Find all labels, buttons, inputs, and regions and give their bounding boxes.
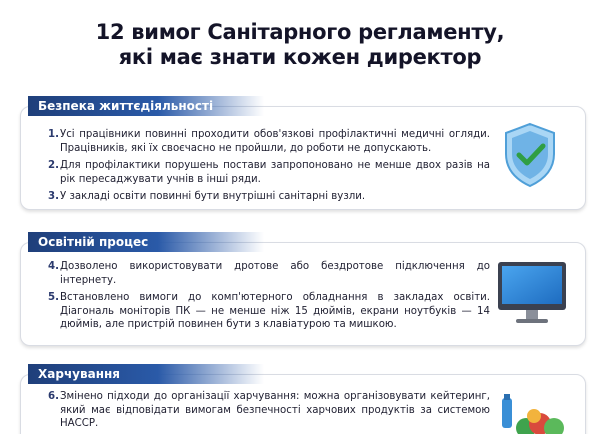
title-line-2: які має знати кожен директор xyxy=(118,45,482,69)
item-list xyxy=(50,128,490,208)
section-header: Харчування xyxy=(28,364,264,384)
title-line-1: 12 вимог Санітарного регламенту, xyxy=(95,20,505,44)
monitor-icon xyxy=(496,260,568,326)
list-item: 2. Для профілактики порушень постави запропоновано не менше двох разів на рік пересаджувати учнів в інші ряди. xyxy=(48,160,490,185)
section-education xyxy=(20,232,586,350)
page-title xyxy=(0,20,600,70)
section-safety xyxy=(20,96,586,216)
section-header: Освітній процес xyxy=(28,232,264,252)
list-item: 5. Встановлено вимоги до комп'ютерного обладнання в закладах освіти. Діагональ моніторів ПК — не менше ніж 15 дюймів, екрани ноутбуків — 14 дюймів, але пристрій повинен бути з клавіатурою та мишкою. xyxy=(48,292,490,330)
item-list xyxy=(50,260,490,336)
list-item: 6. Змінено підходи до організації харчування: можна організовувати кейтеринг, який має відповідати вимогам безпечності харчових продуктів за системою НАССР. xyxy=(48,391,490,429)
list-item: 1. Усі працівники повинні проходити обов'язкові профілактичні медичні огляди. Працівників, які їх своєчасно не пройшли, до роботи не допускають. xyxy=(48,129,490,154)
item-list xyxy=(50,390,490,434)
food-icon xyxy=(498,390,568,434)
shield-check-icon xyxy=(502,122,558,188)
section-header: Безпека життєдіяльності xyxy=(28,96,264,116)
list-item: 3. У закладі освіти повинні бути внутрішні санітарні вузли. xyxy=(48,191,366,202)
section-nutrition xyxy=(20,364,586,434)
list-item: 4. Дозволено використовувати дротове або бездротове підключення до інтернету. xyxy=(48,261,490,286)
